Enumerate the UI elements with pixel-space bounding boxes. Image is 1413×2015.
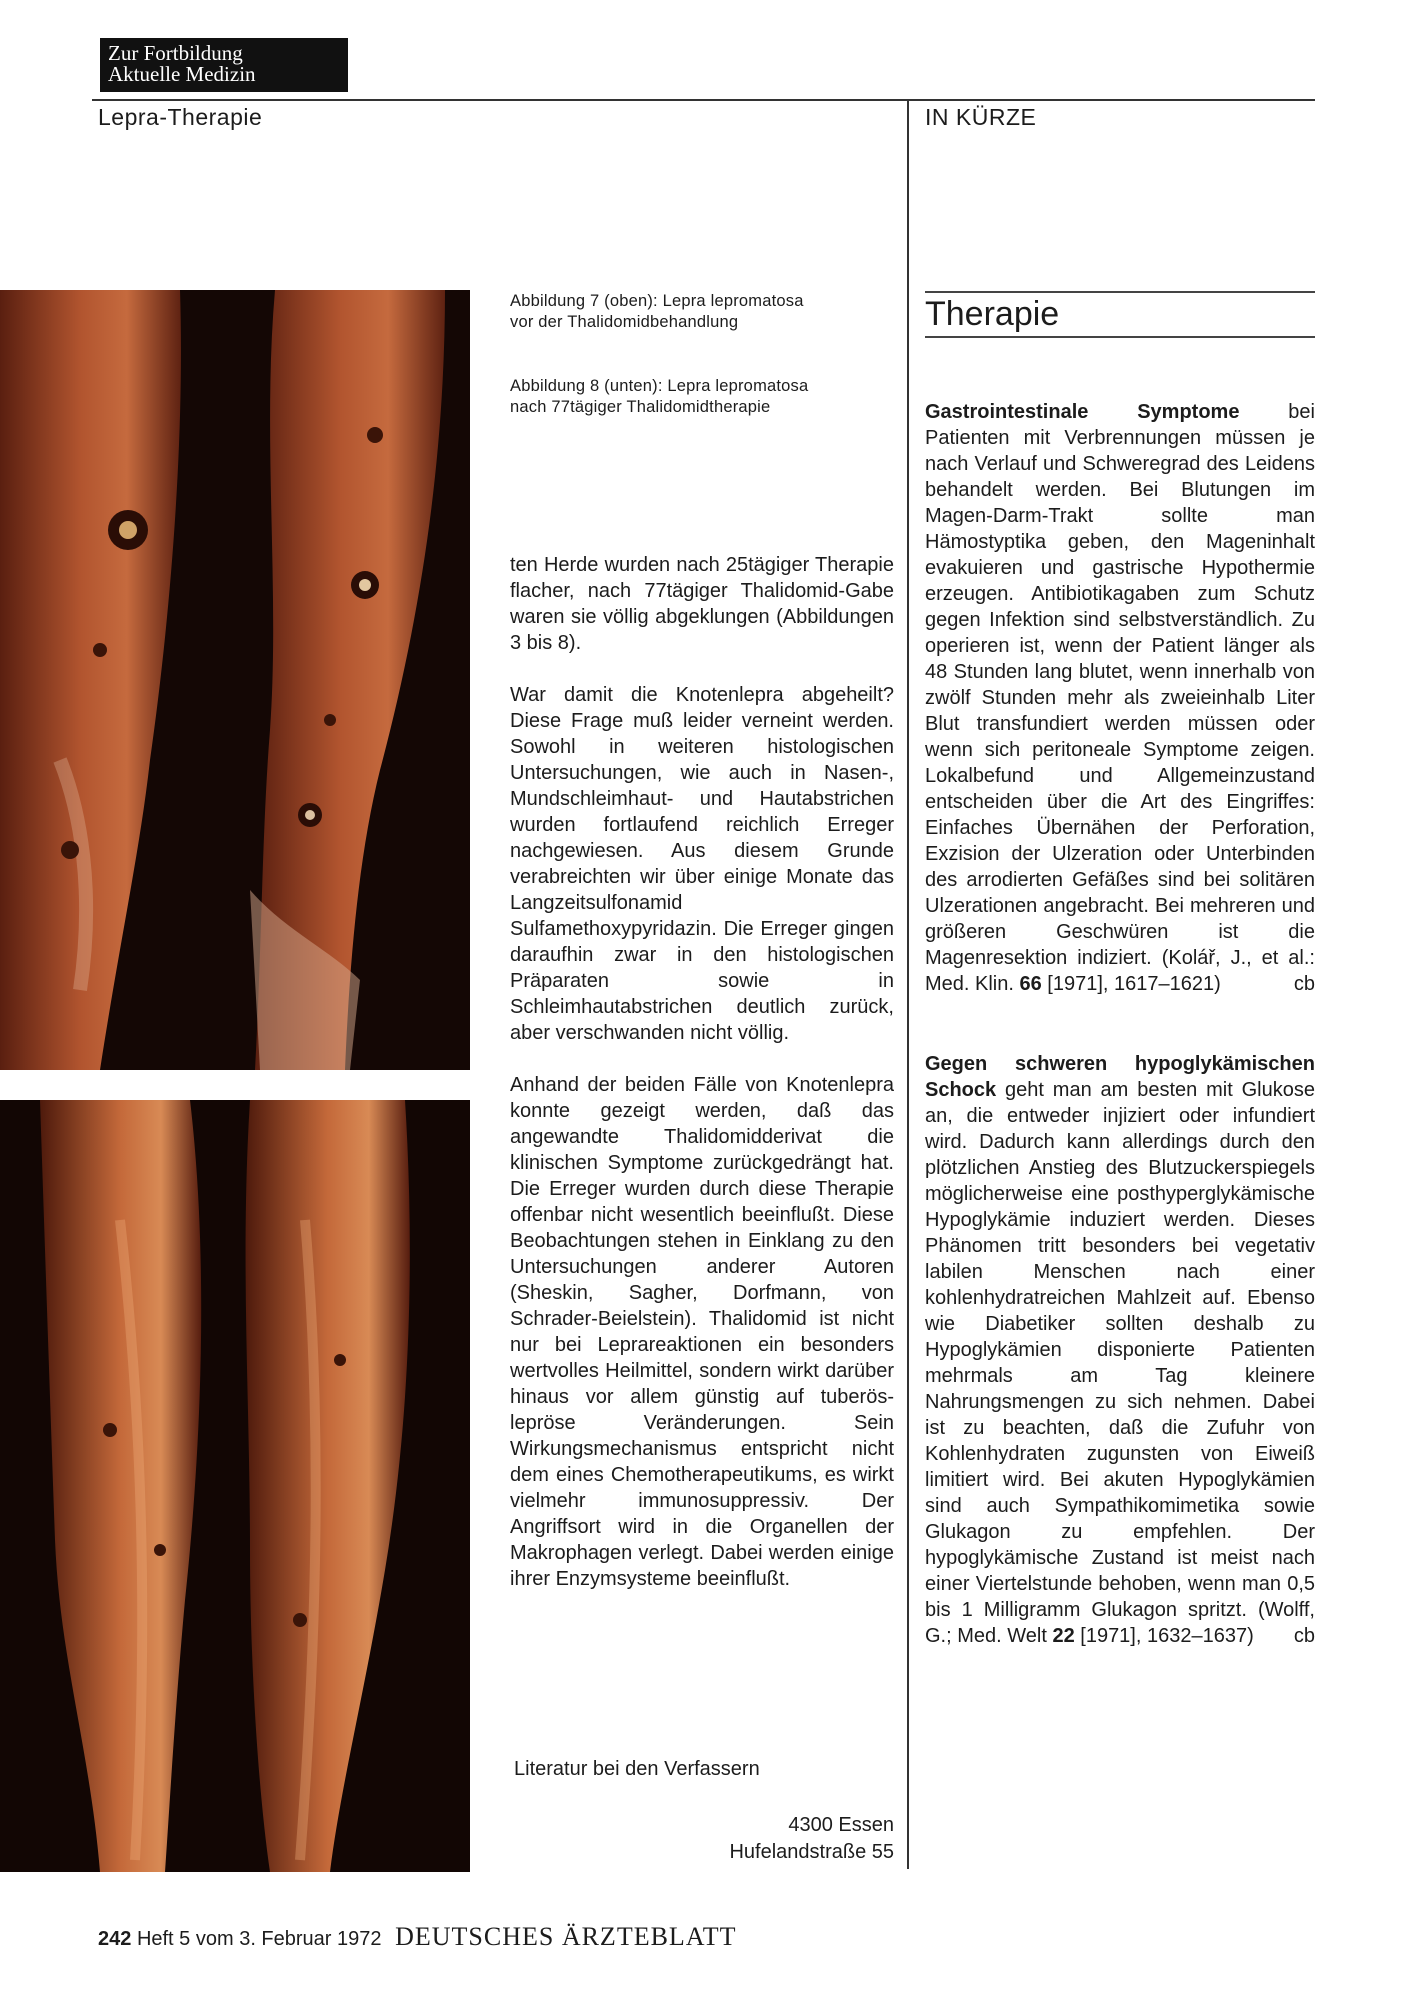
badge-line-1: Zur Fortbildung <box>108 41 243 65</box>
article-paragraph: War damit die Knotenlepra abgeheilt? Diese Frage muß leider verneint werden. Sowohl in weiteren histologischen Untersuchungen, wie auch in Nasen-, Mundschleimhaut- und Hautabstrichen wurden fortlaufend reichlich Erreger nachgewiesen. Aus diesem Grunde verabreichten wir über einige Monate das Langzeitsulfonamid Sulfamethoxypyridazin. Die Erreger gingen daraufhin zwar in den histologischen Präparaten sowie in Schleimhautabstrichen deutlich zurück, aber verschwanden nicht völlig. <box>510 684 894 1044</box>
therapie-rule-bottom <box>925 336 1315 338</box>
author-signature: cb <box>1293 1625 1315 1647</box>
section-badge <box>100 38 348 92</box>
news-item-text: bei Patienten mit Verbrennungen müssen je nach Verlauf und Schweregrad des Leidens behandelt werden. Bei Blutungen im Magen-Darm-Trakt sollte man Hämostyptika geben, den Mageninhalt evakuieren und gastrische Hypothermie erzeugen. Antibiotikagaben zum Schutz gegen Infektion sind selbstverständlich. Zu operieren ist, wenn der Patient länger als 48 Stunden lang blutet, wenn innerhalb von zwölf Stunden mehr als zweieinhalb Liter Blut transfundiert werden müssen oder wenn sich peritoneale Symptome zeigen. Lokalbefund und Allgemeinzustand entscheiden über die Art des Eingriffes: Einfaches Übernähen der Perforation, Exzision der Ulzeration oder Unterbinden des arrodierten Gefäßes sind bei solitären Ulzerationen angebracht. Bei mehreren und größeren Geschwüren ist die Magenresektion indiziert. (Kolář, J., et al.: Med. Klin. <box>925 401 1315 995</box>
figure-7-caption <box>510 291 860 333</box>
journal-name: DEUTSCHES ÄRZTEBLATT <box>395 1922 737 1951</box>
legs-after-treatment-image <box>0 1100 470 1872</box>
badge-line-2: Aktuelle Medizin <box>108 62 256 86</box>
news-item <box>925 399 1315 997</box>
caption-line: Abbildung 8 (unten): Lepra lepromatosa <box>510 377 809 395</box>
header-rule <box>92 99 1315 101</box>
therapie-rule-top <box>925 291 1315 293</box>
address-line: Hufelandstraße 55 <box>729 1841 894 1863</box>
author-address <box>682 1812 894 1866</box>
sidebar-heading: Therapie <box>925 295 1060 333</box>
article-paragraph: Anhand der beiden Fälle von Knotenlepra konnte gezeigt werden, daß das angewandte Thalidomidderivat die klinischen Symptome zurückgedrängt hat. Die Erreger wurden durch diese Therapie offenbar nicht wesentlich beeinflußt. Diese Beobachtungen stehen in Einklang zu den Untersuchungen anderer Autoren (Sheskin, Sagher, Dorfmann, von Schrader-Beielstein). Thalidomid ist nicht nur bei Leprareaktionen ein besonders wertvolles Heilmittel, sondern wirkt darüber hinaus vor allem günstig auf tuberös-lepröse Veränderungen. Sein Wirkungsmechanismus entspricht nicht dem eines Chemotherapeutikums, es wirkt vielmehr immunosuppressiv. Der Angriffsort wird in die Organellen der Makrophagen verlegt. Dabei werden einige ihrer Enzymsysteme beeinflußt. <box>510 1074 894 1590</box>
citation-volume: 66 <box>1019 973 1042 995</box>
news-item-lead: Gegen schweren hypoglykämischen Schock <box>925 1053 1315 1101</box>
caption-line: vor der Thalidomidbehandlung <box>510 313 739 331</box>
figure-8-caption <box>510 376 860 418</box>
section-title-left: Lepra-Therapie <box>98 104 263 130</box>
sidebar-body <box>925 399 1315 1649</box>
issue-info: Heft 5 vom 3. Februar 1972 <box>136 1928 382 1950</box>
citation-volume: 22 <box>1052 1625 1075 1647</box>
legs-before-treatment-image <box>0 290 470 1070</box>
caption-line: nach 77tägiger Thalidomidtherapie <box>510 398 771 416</box>
literature-note: Literatur bei den Verfassern <box>514 1758 760 1780</box>
figure-8-photo <box>0 1100 470 1872</box>
address-line: 4300 Essen <box>788 1814 894 1836</box>
news-item <box>925 1051 1315 1649</box>
section-title-right: IN KÜRZE <box>925 104 1037 130</box>
author-signature: cb <box>1293 973 1315 995</box>
page-number: 242 <box>98 1928 132 1950</box>
page-footer <box>98 1922 736 1952</box>
column-divider <box>907 99 909 1869</box>
figure-7-photo <box>0 290 470 1070</box>
citation-text: [1971], 1617–1621) <box>1041 973 1221 995</box>
news-item-lead: Gastrointestinale Symptome <box>925 401 1240 423</box>
article-paragraph: ten Herde wurden nach 25tägiger Therapie flacher, nach 77tägiger Thalidomid-Gabe waren sie völlig abgeklungen (Abbildungen 3 bis 8). <box>510 554 894 654</box>
article-body <box>510 552 894 1592</box>
caption-line: Abbildung 7 (oben): Lepra lepromatosa <box>510 292 804 310</box>
citation-text: [1971], 1632–1637) <box>1074 1625 1254 1647</box>
news-item-text: geht man am besten mit Glukose an, die entweder injiziert oder infundiert wird. Dadurch kann allerdings durch den plötzlichen Anstieg des Blutzuckerspiegels möglicherweise eine posthyperglykämische Hypoglykämie induziert werden. Dieses Phänomen tritt besonders bei vegetativ labilen Menschen nach einer kohlenhydratreichen Mahlzeit auf. Ebenso wie Diabetiker sollten deshalb zu Hypoglykämien disponierte Patienten mehrmals am Tag kleinere Nahrungsmengen zu sich nehmen. Dabei ist zu beachten, daß die Zufuhr von Kohlenhydraten zugunsten von Eiweiß limitiert wird. Bei akuten Hypoglykämien sind auch Sympathikomimetika sowie Glukagon zu empfehlen. Der hypoglykämische Zustand ist meist nach einer Viertelstunde behoben, wenn man 0,5 bis 1 Milligramm Glukagon spritzt. (Wolff, G.; Med. Welt <box>925 1079 1315 1647</box>
